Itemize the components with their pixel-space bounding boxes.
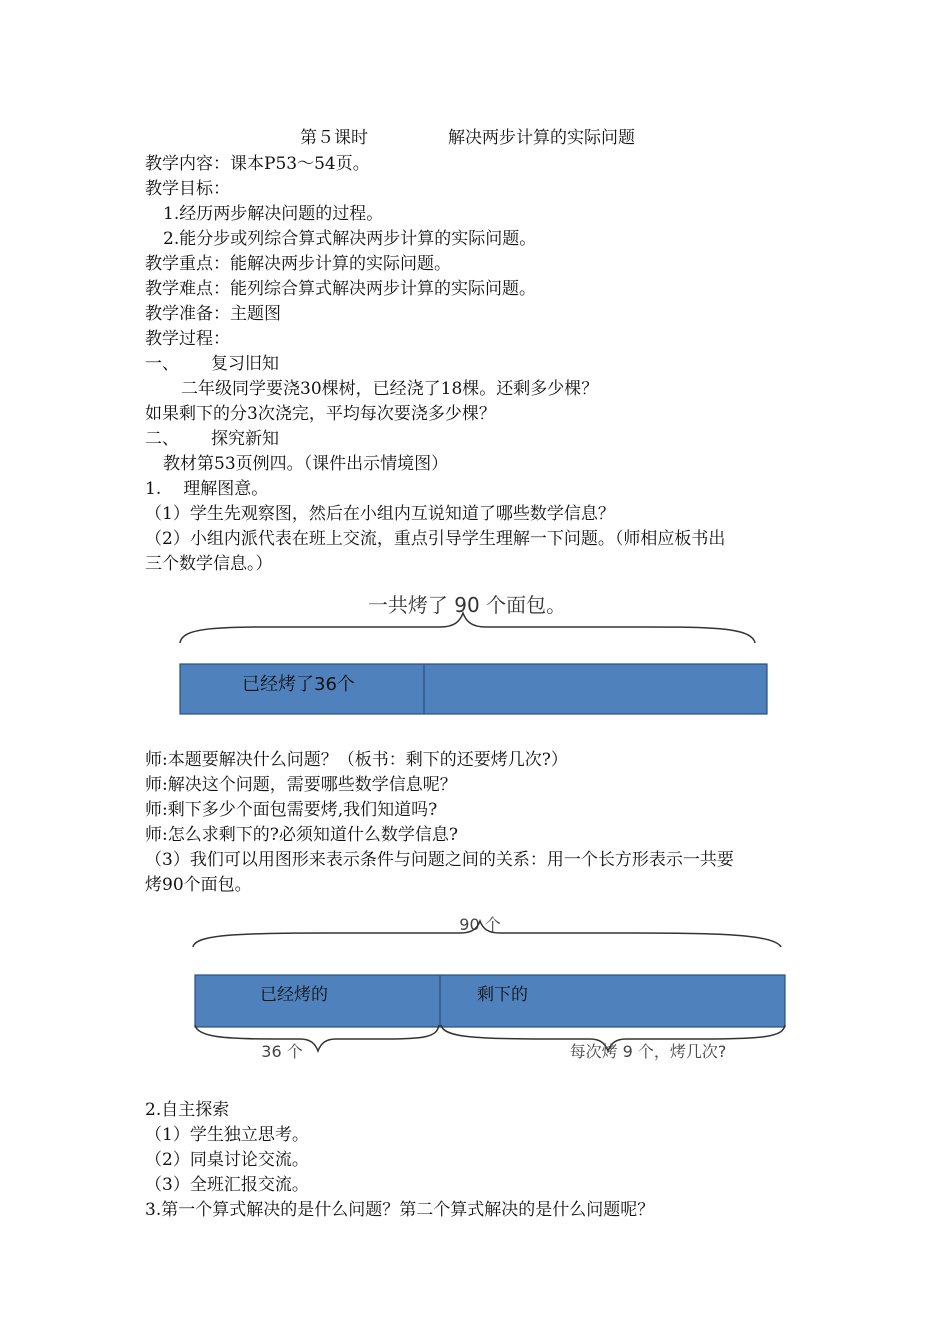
bread-diagram-2 <box>185 905 795 1075</box>
section-review-heading <box>145 352 279 376</box>
teacher-line-3: 师:剩下多少个面包需要烤,我们知道吗? <box>145 800 438 820</box>
section-title: 探究新知 <box>211 429 279 449</box>
diagram1-baked-label: 已经烤了36个 <box>242 674 355 695</box>
diagram2-total-label: 90 个 <box>459 915 501 934</box>
explore-intro: 教材第53页例四。（课件出示情境图） <box>163 454 449 474</box>
lesson-topic: 解决两步计算的实际问题 <box>448 128 635 148</box>
diagram2-remaining-label: 剩下的 <box>477 985 528 1005</box>
step-2-heading: 2.自主探索 <box>145 1100 230 1120</box>
question-2-line-2: 三个数学信息。） <box>145 554 273 574</box>
step-2-item-2: （2）同桌讨论交流。 <box>145 1150 309 1170</box>
step-number: 1. <box>145 479 162 499</box>
teaching-goals-heading: 教学目标： <box>145 179 230 199</box>
step-2-item-1: （1）学生独立思考。 <box>145 1125 309 1145</box>
teacher-line-2: 师:解决这个问题，需要哪些数学信息呢？ <box>145 775 457 795</box>
diagram2-baked-label: 已经烤的 <box>260 985 328 1005</box>
section-number: 二、 <box>145 429 179 449</box>
goal-1: 1.经历两步解决问题的过程。 <box>163 204 384 224</box>
question-2-line-1: （2）小组内派代表在班上交流，重点引导学生理解一下问题。（师相应板书出 <box>145 529 726 549</box>
teaching-preparation: 教学准备：主题图 <box>145 304 281 324</box>
question-1: （1）学生先观察图，然后在小组内互说知道了哪些数学信息？ <box>145 504 615 524</box>
teacher-line-1: 师:本题要解决什么问题？（板书：剩下的还要烤几次?） <box>145 750 568 770</box>
teaching-process-heading: 教学过程： <box>145 329 230 349</box>
question-3-line-1: （3）我们可以用图形来表示条件与问题之间的关系：用一个长方形表示一共要 <box>145 850 734 870</box>
section-number: 一、 <box>145 354 179 374</box>
diagram2-question: 每次烤 9 个，烤几次? <box>569 1042 727 1061</box>
bread-diagram-1 <box>170 585 780 725</box>
diagram2-baked-count: 36 个 <box>261 1042 303 1061</box>
diagram2-baked-brace <box>195 1025 439 1051</box>
section-explore-heading <box>145 427 279 451</box>
teacher-line-4: 师:怎么求剩下的?必须知道什么数学信息? <box>145 825 458 845</box>
question-3-line-2: 烤90个面包。 <box>145 875 252 895</box>
step-1-heading <box>145 477 268 501</box>
teaching-focus: 教学重点：能解决两步计算的实际问题。 <box>145 254 451 274</box>
teaching-content: 教学内容：课本P53～54页。 <box>145 154 370 174</box>
goal-2: 2.能分步或列综合算式解决两步计算的实际问题。 <box>163 229 537 249</box>
page-title <box>300 126 635 150</box>
teaching-difficulty: 教学难点：能列综合算式解决两步计算的实际问题。 <box>145 279 536 299</box>
lesson-number: 第５课时 <box>300 128 368 148</box>
review-question-1: 二年级同学要浇30棵树，已经浇了18棵。还剩多少棵？ <box>181 379 599 399</box>
review-question-2: 如果剩下的分3次浇完，平均每次要浇多少棵？ <box>145 404 496 424</box>
step-title: 理解图意。 <box>183 479 269 499</box>
diagram1-brace <box>180 613 755 643</box>
diagram1-total-label: 一共烤了 90 个面包。 <box>367 593 567 617</box>
step-2-item-3: （3）全班汇报交流。 <box>145 1175 309 1195</box>
section-title: 复习旧知 <box>211 354 279 374</box>
step-3-question: 3.第一个算式解决的是什么问题？第二个算式解决的是什么问题呢？ <box>145 1200 655 1220</box>
